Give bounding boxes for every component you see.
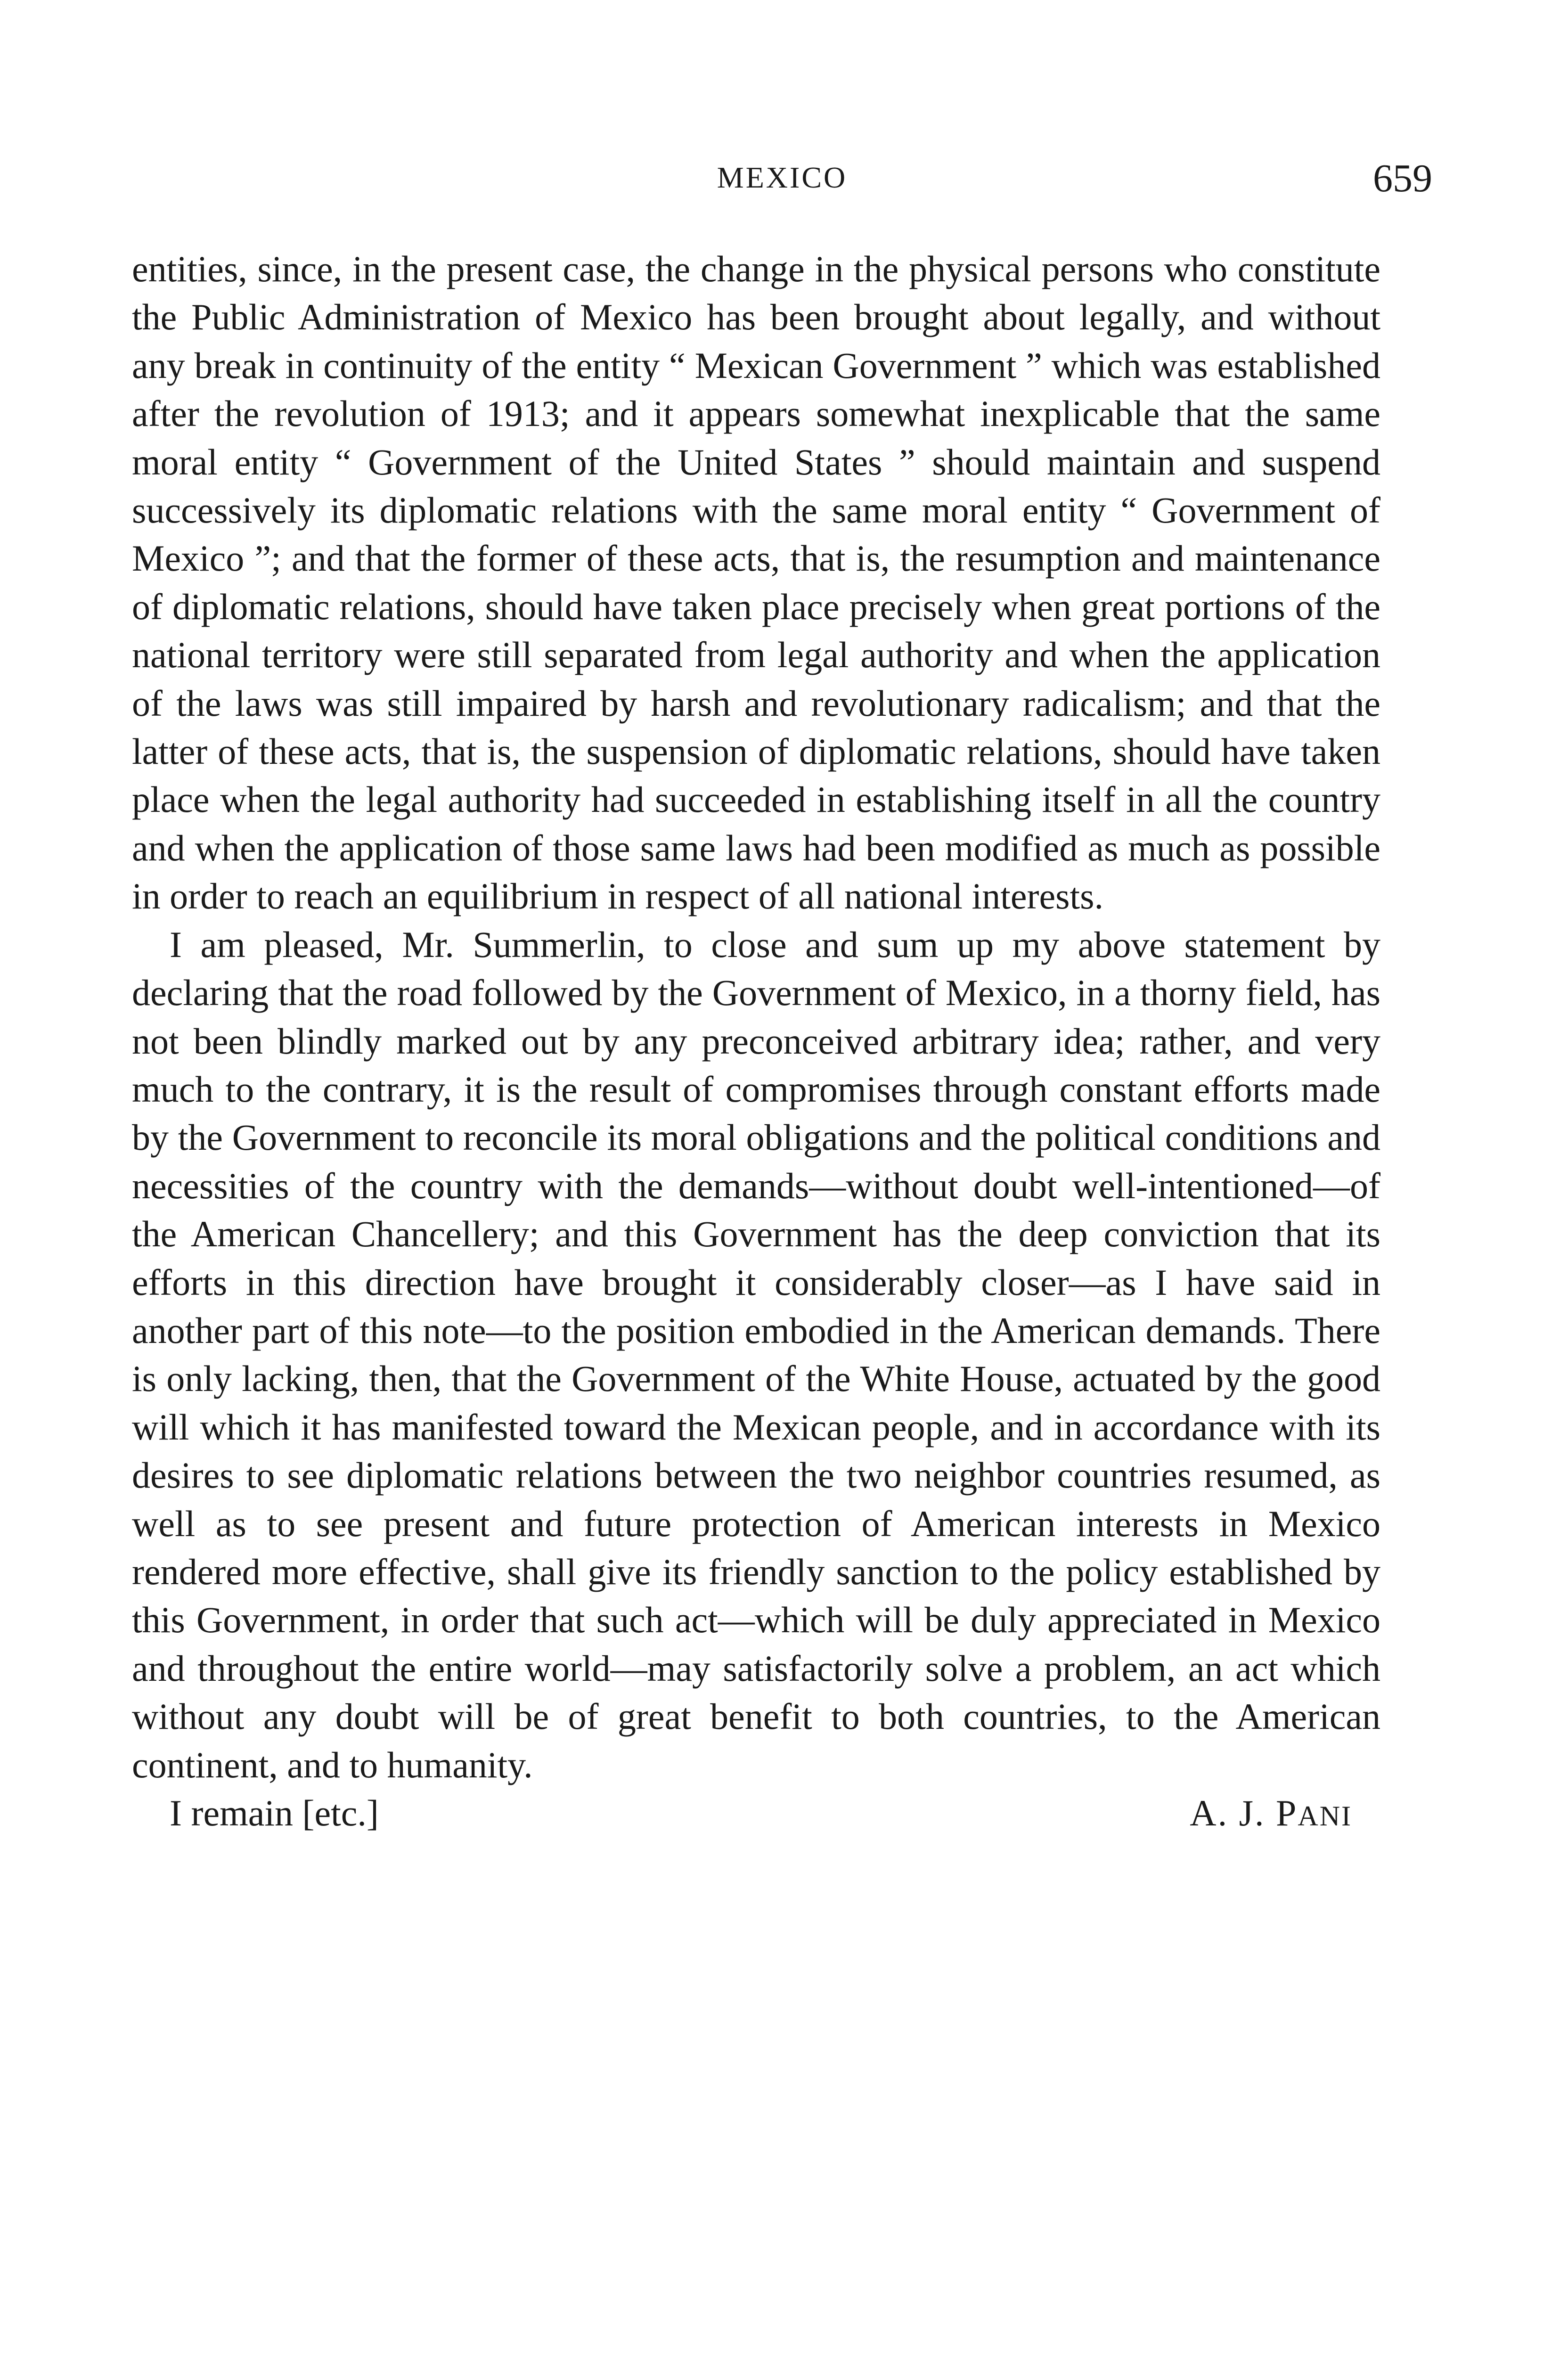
signature-small-caps: ANI: [1298, 1800, 1352, 1832]
paragraph-continuation: entities, since, in the present case, the change in the physical persons who constitute the Public Administration of Mexico has been brought about legally, and without any break in continuity of the entity “ Mexican Government ” which was established after the revolution of 1913; and it appears somewhat inexplicable that the same moral entity “ Government of the United States ” should maintain and suspend successively its diplomatic relations with the same moral entity “ Government of Mexico ”; and that the former of these acts, that is, the resumption and maintenance of diplomatic relations, should have taken place precisely when great portions of the national territory were still separated from legal authority and when the application of the laws was still impaired by harsh and revolutionary radicalism; and that the latter of these acts, that is, the suspension of diplomatic relations, should have taken place when the legal authority had succeeded in establishing itself in all the country and when the application of those same laws had been modified as much as possible in order to reach an equilibrium in respect of all national interests.: [132, 248, 1380, 917]
running-title: MEXICO: [717, 161, 848, 194]
signature-initials: A. J. P: [1190, 1792, 1298, 1833]
running-head: [132, 155, 1432, 212]
body-text: [132, 245, 1380, 1837]
page-number: 659: [1373, 156, 1432, 200]
closing-line: [132, 1789, 1380, 1837]
complimentary-close: I remain [etc.]: [170, 1792, 379, 1833]
signature: [1190, 1789, 1352, 1840]
paragraph-closing-statement: I am pleased, Mr. Summerlin, to close and sum up my above statement by declaring that the road followed by the Government of Mexico, in a thorny field, has not been blindly marked out by any preconceived arbitrary idea; rather, and very much to the contrary, it is the result of compromises through constant efforts made by the Government to reconcile its moral obligations and the political conditions and necessities of the country with the demands—without doubt well-intentioned—of the American Chancellery; and this Government has the deep conviction that its efforts in this direction have brought it considerably closer—as I have said in another part of this note—to the position embodied in the American demands. There is only lacking, then, that the Government of the White House, actuated by the good will which it has manifested toward the Mexican people, and in accordance with its desires to see diplomatic relations between the two neighbor countries resumed, as well as to see present and future protection of American interests in Mexico rendered more effective, shall give its friendly sanction to the policy established by this Government, in order that such act—which will be duly appreciated in Mexico and throughout the entire world—may satisfactorily solve a problem, an act which without any doubt will be of great benefit to both countries, to the American continent, and to humanity.: [132, 924, 1380, 1785]
